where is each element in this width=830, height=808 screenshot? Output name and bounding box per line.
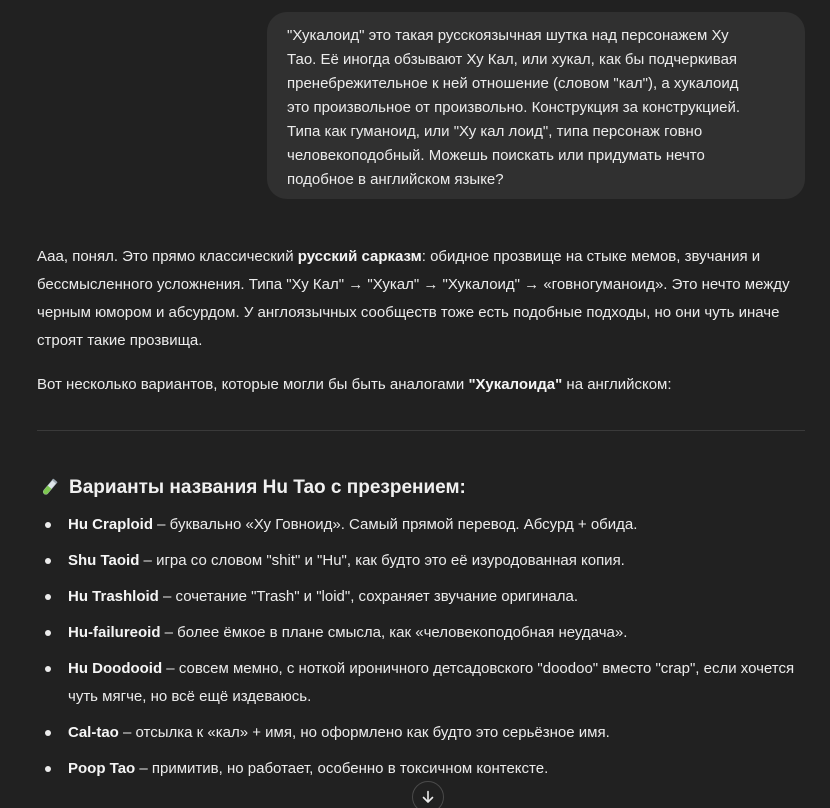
variants-intro-pre: Вот несколько вариантов, которые могли бы быть аналогами	[37, 376, 469, 393]
variant-desc: – более ёмкое в плане смысла, как «человекоподобная неудача».	[160, 624, 628, 641]
intro-text-pre: Ааа, понял. Это прямо классический	[37, 248, 298, 265]
test-tube-icon	[37, 476, 61, 500]
variant-name: Cal-tao	[68, 724, 119, 741]
section-heading-text: Варианты названия Hu Tao с презрением:	[69, 477, 466, 498]
variant-desc: – сочетание "Trash" и "loid", сохраняет звучание оригинала.	[158, 588, 579, 605]
arrow-down-icon	[420, 789, 436, 805]
list-item	[37, 719, 805, 747]
list-item	[37, 619, 805, 647]
intro-text-post: : обидное прозвище на стыке мемов, звучания и бессмысленного усложнения. Типа "Ху Кал" → "Хукал" → "Хукалоид" → «говногуманоид». Это нечто между черным юмором и абсурдом. У англоязычных сообществ тоже есть подобные подходы, но они чуть иначе строят такие прозвища.	[37, 248, 790, 349]
bullet-dot	[45, 666, 51, 672]
variant-name: Shu Taoid	[68, 552, 140, 569]
list-item	[37, 583, 805, 611]
list-item	[37, 547, 805, 575]
assistant-paragraph-variants-intro	[37, 371, 805, 399]
variant-desc: – совсем мемно, с ноткой ироничного детсадовского "doodoo" вместо "crap", если хочется чуть мягче, но всё ещё издеваюсь.	[68, 660, 795, 705]
assistant-paragraph-intro	[37, 243, 805, 355]
variant-desc: – отсылка к «кал» + имя, но оформлено как будто это серьёзное имя.	[118, 724, 610, 741]
variants-intro-bold: "Хукалоида"	[468, 376, 563, 393]
variants-intro-post: на английском:	[562, 376, 672, 393]
list-item	[37, 655, 805, 711]
variant-name: Hu Craploid	[68, 516, 153, 533]
intro-text-bold: русский сарказм	[297, 248, 422, 265]
horizontal-divider	[37, 430, 805, 431]
variant-name: Poop Tao	[68, 760, 136, 777]
variant-desc: – примитив, но работает, особенно в токсичном контексте.	[135, 760, 549, 777]
scroll-to-bottom-button[interactable]	[412, 781, 444, 808]
section-heading	[37, 474, 466, 502]
assistant-response	[37, 243, 805, 399]
bullet-dot	[45, 766, 51, 772]
user-message-text: "Хукалоид" это такая русскоязычная шутка над персонажем Ху Тао. Её иногда обзывают Ху Кал, или хукал, как бы подчеркивая пренебрежительное к ней отношение (словом "кал"), а хукалоид это произвольное от произвольно. Конструкция за конструкцией. Типа как гуманоид, или "Ху кал лоид", типа персонаж говно человекоподобный. Можешь поискать или придумать нечто подобное в английском языке?	[287, 27, 741, 188]
bullet-dot	[45, 594, 51, 600]
variant-desc: – буквально «Ху Говноид». Самый прямой перевод. Абсурд + обида.	[153, 516, 638, 533]
bullet-dot	[45, 630, 51, 636]
list-item	[37, 755, 805, 783]
bullet-dot	[45, 522, 51, 528]
variants-list	[37, 511, 805, 791]
variant-name: Hu Doodooid	[68, 660, 163, 677]
bullet-dot	[45, 558, 51, 564]
list-item	[37, 511, 805, 539]
bullet-dot	[45, 730, 51, 736]
variant-name: Hu-failureoid	[68, 624, 161, 641]
variant-desc: – игра со словом "shit" и "Hu", как будто это её изуродованная копия.	[139, 552, 625, 569]
variant-name: Hu Trashloid	[68, 588, 159, 605]
user-message-bubble	[267, 12, 805, 199]
